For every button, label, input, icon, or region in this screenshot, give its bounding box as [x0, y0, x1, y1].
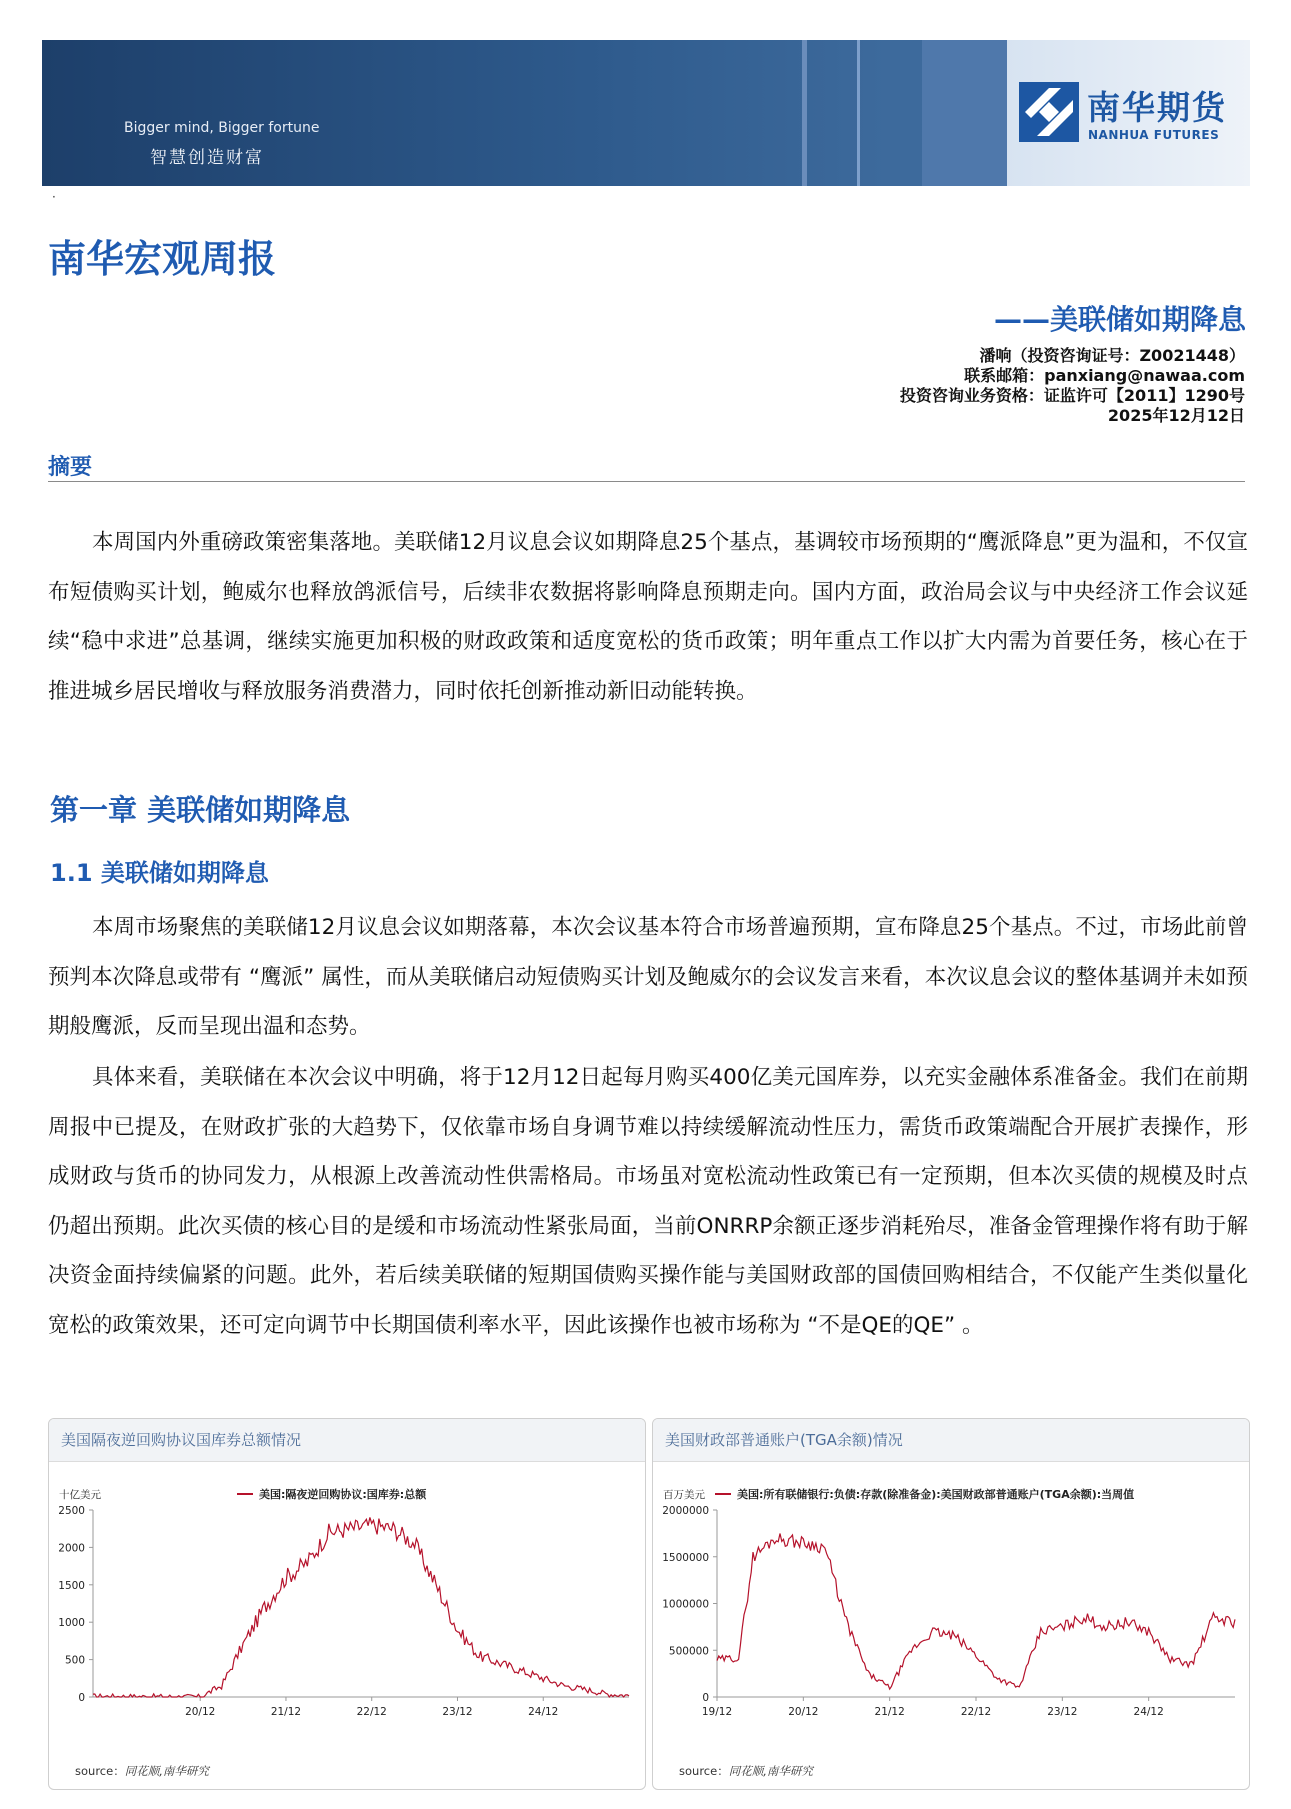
y-tick-label: 500 [64, 1654, 85, 1667]
chapter-title: 第一章 美联储如期降息 [50, 793, 351, 827]
legend-label: 美国:隔夜逆回购协议:国库券:总额 [259, 1488, 427, 1501]
chart-source [75, 1763, 209, 1779]
slogan-english: Bigger mind, Bigger fortune [124, 120, 320, 136]
y-tick-label: 1000 [58, 1617, 85, 1630]
summary-paragraph: 本周国内外重磅政策密集落地。美联储12月议息会议如期降息25个基点，基调较市场预期的“鹰派降息”更为温和，不仅宣布短债购买计划，鲍威尔也释放鸽派信号，后续非农数据将影响降息预期走向。国内方面，政治局会议与中央经济工作会议延续“稳中求进”总基调，继续实施更加积极的财政政策和适度宽松的货币政策；明年重点工作以扩大内需为首要任务，核心在于推进城乡居民增收与释放服务消费潜力，同时依托创新推动新旧动能转换。 [48, 530, 1248, 704]
y-tick-label: 500000 [668, 1645, 709, 1658]
page-dot: · [52, 190, 56, 204]
body-paragraph-1: 本周市场聚焦的美联储12月议息会议如期落幕，本次会议基本符合市场普遍预期，宣布降息25个基点。不过，市场此前曾预判本次降息或带有 “鹰派” 属性，而从美联储启动短债购买计划及鲍威尔的会议发言来看，本次议息会议的整体基调并未如预期般鹰派，反而呈现出温和态势。 [48, 915, 1248, 1039]
chart-panel-tga [652, 1418, 1250, 1790]
summary-heading: 摘要 [48, 455, 93, 480]
x-tick-label: 23/12 [1047, 1706, 1078, 1718]
body-paragraph-2: 具体来看，美联储在本次会议中明确，将于12月12日起每月购买400亿美元国库券，以充实金融体系准备金。我们在前期周报中已提及，在财政扩张的大趋势下，仅依靠市场自身调节难以持续缓解流动性压力，需货币政策端配合开展扩表操作，形成财政与货币的协同发力，从根源上改善流动性供需格局。市场虽对宽松流动性政策已有一定预期，但本次买债的规模及时点仍超出预期。此次买债的核心目的是缓和市场流动性紧张局面，当前ONRRP余额正逐步消耗殆尽，准备金管理操作将有助于解决资金面持续偏紧的问题。此外，若后续美联储的短期国债购买操作能与美国财政部的国债回购相结合，不仅能产生类似量化宽松的政策效果，还可定向调节中长期国债利率水平，因此该操作也被市场称为 “不是QE的QE” 。 [48, 1065, 1248, 1338]
chart-legend [237, 1487, 427, 1501]
y-tick-label: 2000000 [662, 1505, 709, 1517]
chart-legend [715, 1487, 1134, 1501]
chart-source [679, 1763, 813, 1779]
report-subtitle: ——美联储如期降息 [993, 303, 1246, 336]
y-tick-label: 0 [78, 1692, 85, 1704]
author-info [900, 346, 1245, 426]
x-tick-label: 22/12 [960, 1706, 992, 1718]
chart-panel-title: 美国财政部普通账户(TGA余额)情况 [653, 1419, 1249, 1462]
x-tick-label: 19/12 [701, 1706, 733, 1718]
nanhua-logo-icon [1019, 82, 1079, 142]
section-title: 1.1 美联储如期降息 [50, 859, 269, 887]
summary-divider [48, 481, 1245, 482]
author-name: 潘响（投资咨询证号：Z0021448） [979, 346, 1245, 365]
series-line [93, 1517, 629, 1697]
source-names: 同花顺,南华研究 [728, 1764, 813, 1778]
author-email: 联系邮箱：panxiang@nawaa.com [964, 366, 1245, 385]
report-title: 南华宏观周报 [48, 237, 277, 281]
y-axis-unit: 十亿美元 [59, 1489, 101, 1501]
chart-panel-title: 美国隔夜逆回购协议国库券总额情况 [49, 1419, 645, 1462]
y-tick-label: 1500000 [662, 1551, 709, 1564]
y-tick-label: 0 [702, 1692, 709, 1704]
logo-text-chinese: 南华期货 [1087, 88, 1227, 127]
onrrp-line-chart [49, 1462, 645, 1752]
slogan-chinese: 智慧创造财富 [150, 148, 264, 168]
y-tick-label: 1000000 [662, 1598, 709, 1611]
x-tick-label: 20/12 [185, 1706, 216, 1718]
x-tick-label: 21/12 [270, 1706, 302, 1718]
y-tick-label: 1500 [58, 1579, 85, 1592]
x-tick-label: 21/12 [874, 1706, 905, 1718]
series-line [717, 1534, 1235, 1690]
x-tick-label: 23/12 [442, 1706, 473, 1718]
legend-label: 美国:所有联储银行:负债:存款(除准备金):美国财政部普通账户(TGA余额):当周值 [737, 1488, 1135, 1501]
tga-line-chart [653, 1462, 1249, 1752]
x-tick-label: 20/12 [788, 1706, 819, 1718]
logo-panel [1007, 40, 1250, 186]
report-date: 2025年12月12日 [1107, 406, 1245, 425]
source-names: 同花顺,南华研究 [124, 1764, 209, 1778]
x-tick-label: 24/12 [1133, 1706, 1164, 1718]
header-banner [42, 40, 1250, 186]
y-axis-unit: 百万美元 [663, 1489, 705, 1501]
chart-panel-onrrp [48, 1418, 646, 1790]
source-label: source： [679, 1764, 729, 1778]
source-label: source： [75, 1764, 125, 1778]
y-tick-label: 2500 [58, 1505, 85, 1517]
x-tick-label: 24/12 [528, 1706, 559, 1718]
license-info: 投资咨询业务资格：证监许可【2011】1290号 [899, 386, 1245, 405]
logo-text-english: NANHUA FUTURES [1088, 128, 1220, 142]
x-tick-label: 22/12 [356, 1706, 387, 1718]
y-tick-label: 2000 [58, 1542, 85, 1555]
